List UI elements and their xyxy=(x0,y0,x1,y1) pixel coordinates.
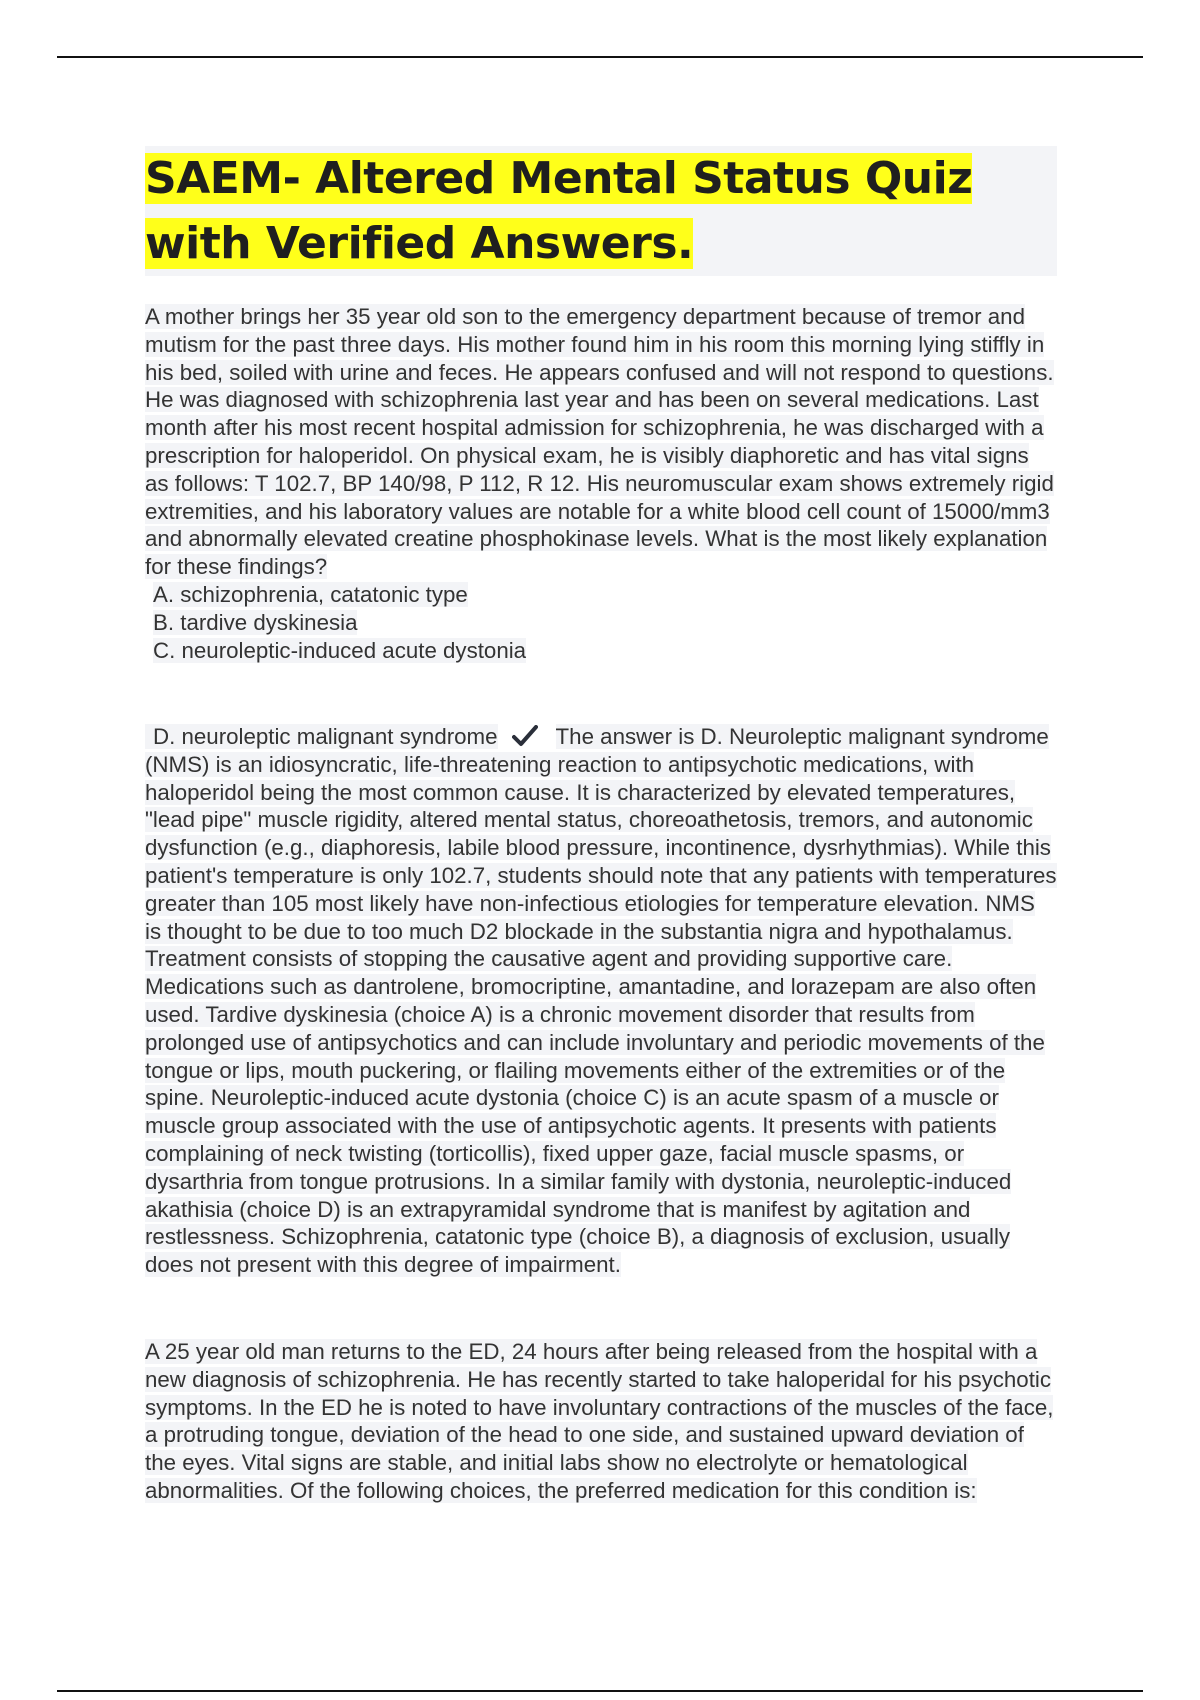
question-2 xyxy=(145,1338,1057,1505)
question-1-stem xyxy=(145,303,1057,581)
choice-b xyxy=(145,609,1057,637)
title-block xyxy=(145,146,1057,276)
choice-a-text: A. schizophrenia, catatonic type xyxy=(153,581,468,607)
choice-c xyxy=(145,637,1057,665)
question-1 xyxy=(145,303,1057,664)
title-highlight: SAEM- Altered Mental Status Quiz with Verified Answers. xyxy=(145,153,973,269)
question-1-choices xyxy=(145,581,1057,664)
choice-b-text: B. tardive dyskinesia xyxy=(153,609,358,635)
checkmark-icon xyxy=(512,725,538,747)
choice-a xyxy=(145,581,1057,609)
page-title xyxy=(145,146,1057,276)
top-rule xyxy=(57,56,1143,58)
question-2-stem xyxy=(145,1338,1057,1505)
answer-choice: D. neuroleptic malignant syndrome xyxy=(145,724,498,749)
question-1-stem-text: A mother brings her 35 year old son to the emergency department because of tremor and mutism for the past three days. His mother found him in his room this morning lying stiffly in his bed, soiled with urine and feces. He appears confused and will not respond to questions. He was diagnosed with schizophrenia last year and has been on several medications. Last month after his most recent hospital admission for schizophrenia, he was discharged with a prescription for haloperidol. On physical exam, he is visibly diaphoretic and has vital signs as follows: T 102.7, BP 140/98, P 112, R 12. His neuromuscular exam shows extremely rigid extremities, and his laboratory values are notable for a white blood cell count of 15000/mm3 and abnormally elevated creatine phosphokinase levels. What is the most likely explanation for these findings? xyxy=(145,304,1054,580)
answer-explanation: The answer is D. Neuroleptic malignant syndrome (NMS) is an idiosyncratic, life-threatening reaction to antipsychotic medications, with haloperidol being the most common cause. It is characterized by elevated temperatures, "lead pipe" muscle rigidity, altered mental status, choreoathetosis, tremors, and autonomic dysfunction (e.g., diaphoresis, labile blood pressure, incontinence, dysrhythmias). While this patient's temperature is only 102.7, students should note that any patients with temperatures greater than 105 most likely have non-infectious etiologies for temperature elevation. NMS is thought to be due to too much D2 blockade in the substantia nigra and hypothalamus. Treatment consists of stopping the causative agent and providing supportive care. Medications such as dantrolene, bromocriptine, amantadine, and lorazepam are also often used. Tardive dyskinesia (choice A) is a chronic movement disorder that results from prolonged use of antipsychotics and can include involuntary and periodic movements of the tongue or lips, mouth puckering, or flailing movements either of the extremities or of the spine. Neuroleptic-induced acute dystonia (choice C) is an acute spasm of a muscle or muscle group associated with the use of antipsychotic agents. It presents with patients complaining of neck twisting (torticollis), fixed upper gaze, facial muscle spasms, or dysarthria from tongue protrusions. In a similar family with dystonia, neuroleptic-induced akathisia (choice D) is an extrapyramidal syndrome that is manifest by agitation and restlessness. Schizophrenia, catatonic type (choice B), a diagnosis of exclusion, usually does not present with this degree of impairment. xyxy=(145,724,1057,1278)
choice-c-text: C. neuroleptic-induced acute dystonia xyxy=(153,637,527,663)
question-1-answer xyxy=(145,723,1057,1279)
question-2-stem-text: A 25 year old man returns to the ED, 24 hours after being released from the hospital with a new diagnosis of schizophrenia. He has recently started to take haloperidal for his psychotic symptoms. In the ED he is noted to have involuntary contractions of the muscles of the face, a protruding tongue, deviation of the head to one side, and sustained upward deviation of the eyes. Vital signs are stable, and initial labs show no electrolyte or hematological abnormalities. Of the following choices, the preferred medication for this condition is: xyxy=(145,1339,1054,1503)
bottom-rule xyxy=(57,1690,1143,1692)
